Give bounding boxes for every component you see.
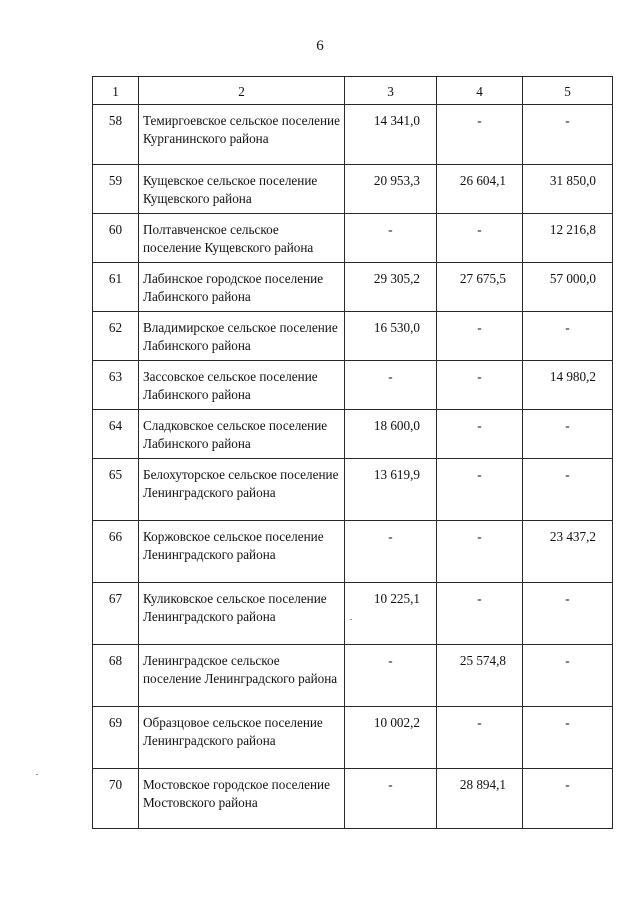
settlement-name: Ленинградское сельское поселение Ленинградского района — [139, 645, 345, 707]
table-row — [93, 410, 613, 459]
value-col-4: 25 574,8 — [437, 645, 523, 707]
settlement-name: Темиргоевское сельское поселение Курганинского района — [139, 105, 345, 165]
table-row — [93, 707, 613, 769]
value-col-4: 27 675,5 — [437, 263, 523, 312]
value-col-4: - — [437, 459, 523, 521]
row-number: 66 — [93, 521, 139, 583]
value-col-4: - — [437, 410, 523, 459]
settlement-name: Владимирское сельское поселение Лабинского района — [139, 312, 345, 361]
value-col-5: 12 216,8 — [523, 214, 613, 263]
table-row — [93, 165, 613, 214]
value-col-5: - — [523, 769, 613, 829]
value-col-3: 10 225,1 — [345, 583, 437, 645]
row-number: 58 — [93, 105, 139, 165]
column-header-1: 1 — [93, 77, 139, 105]
value-col-3: - — [345, 769, 437, 829]
value-col-3: 14 341,0 — [345, 105, 437, 165]
scan-speck — [350, 619, 352, 620]
column-header-4: 4 — [437, 77, 523, 105]
settlement-name: Белохуторское сельское поселение Ленинградского района — [139, 459, 345, 521]
row-number: 70 — [93, 769, 139, 829]
value-col-3: - — [345, 645, 437, 707]
row-number: 63 — [93, 361, 139, 410]
value-col-4: - — [437, 214, 523, 263]
column-header-3: 3 — [345, 77, 437, 105]
settlement-name: Куликовское сельское поселение Ленинградского района — [139, 583, 345, 645]
value-col-4: - — [437, 583, 523, 645]
settlement-name: Мостовское городское поселение Мостовского района — [139, 769, 345, 829]
table-row — [93, 521, 613, 583]
row-number: 67 — [93, 583, 139, 645]
row-number: 59 — [93, 165, 139, 214]
value-col-3: 16 530,0 — [345, 312, 437, 361]
settlement-name: Сладковское сельское поселение Лабинского района — [139, 410, 345, 459]
value-col-4: - — [437, 105, 523, 165]
column-header-5: 5 — [523, 77, 613, 105]
value-col-4: 28 894,1 — [437, 769, 523, 829]
table-row — [93, 361, 613, 410]
value-col-5: 57 000,0 — [523, 263, 613, 312]
value-col-3: 18 600,0 — [345, 410, 437, 459]
settlement-name: Образцовое сельское поселение Ленинградского района — [139, 707, 345, 769]
settlement-name: Коржовское сельское поселение Ленинградского района — [139, 521, 345, 583]
settlement-name: Полтавченское сельское поселение Кущевского района — [139, 214, 345, 263]
value-col-3: 20 953,3 — [345, 165, 437, 214]
settlement-name: Кущевское сельское поселение Кущевского района — [139, 165, 345, 214]
table-row — [93, 645, 613, 707]
row-number: 64 — [93, 410, 139, 459]
table-row — [93, 312, 613, 361]
value-col-5: - — [523, 459, 613, 521]
table-row — [93, 214, 613, 263]
value-col-5: 14 980,2 — [523, 361, 613, 410]
value-col-3: 29 305,2 — [345, 263, 437, 312]
column-header-2: 2 — [139, 77, 345, 105]
value-col-3: - — [345, 361, 437, 410]
row-number: 62 — [93, 312, 139, 361]
value-col-3: - — [345, 214, 437, 263]
value-col-4: - — [437, 361, 523, 410]
row-number: 65 — [93, 459, 139, 521]
table-row — [93, 583, 613, 645]
row-number: 60 — [93, 214, 139, 263]
table-row — [93, 459, 613, 521]
table-body — [93, 105, 613, 829]
value-col-3: 10 002,2 — [345, 707, 437, 769]
table-row — [93, 105, 613, 165]
value-col-5: - — [523, 645, 613, 707]
value-col-4: - — [437, 707, 523, 769]
value-col-4: - — [437, 521, 523, 583]
table-row — [93, 769, 613, 829]
value-col-3: - — [345, 521, 437, 583]
value-col-3: 13 619,9 — [345, 459, 437, 521]
settlement-name: Зассовское сельское поселение Лабинского района — [139, 361, 345, 410]
value-col-5: - — [523, 312, 613, 361]
row-number: 69 — [93, 707, 139, 769]
value-col-5: 31 850,0 — [523, 165, 613, 214]
table-header-row — [93, 77, 613, 105]
scan-speck — [36, 774, 38, 775]
value-col-5: - — [523, 583, 613, 645]
value-col-4: - — [437, 312, 523, 361]
value-col-5: 23 437,2 — [523, 521, 613, 583]
settlement-name: Лабинское городское поселение Лабинского района — [139, 263, 345, 312]
value-col-4: 26 604,1 — [437, 165, 523, 214]
table-row — [93, 263, 613, 312]
row-number: 61 — [93, 263, 139, 312]
row-number: 68 — [93, 645, 139, 707]
value-col-5: - — [523, 410, 613, 459]
value-col-5: - — [523, 707, 613, 769]
page-number: 6 — [316, 38, 324, 54]
allocation-table — [92, 76, 613, 829]
value-col-5: - — [523, 105, 613, 165]
